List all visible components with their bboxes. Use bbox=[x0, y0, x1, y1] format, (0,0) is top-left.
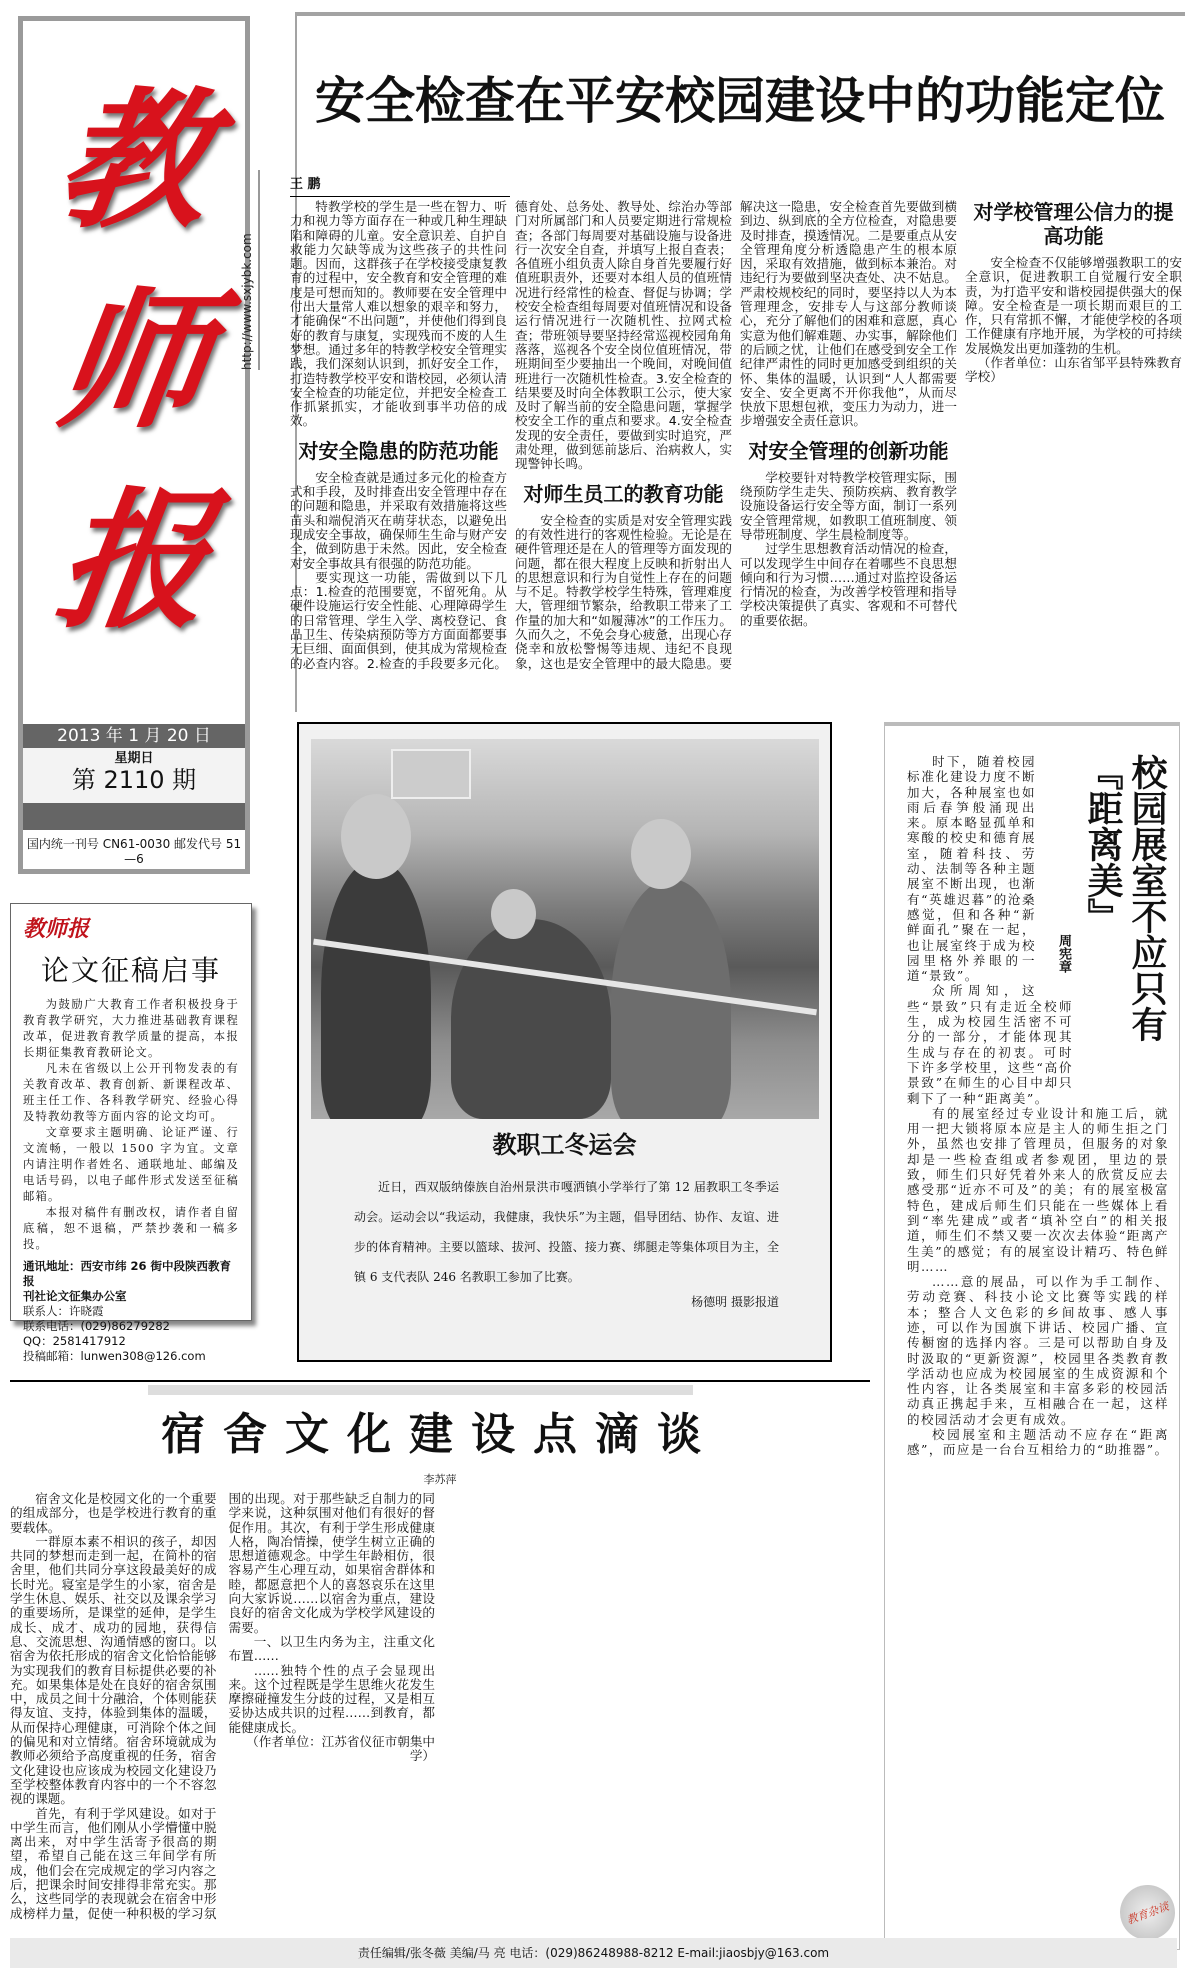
contact-phone: 联系电话：(029)86279282 bbox=[23, 1319, 170, 1333]
grey-bar bbox=[148, 1385, 693, 1395]
right-article-title: 校园展室不应只有『距离美』 bbox=[1082, 754, 1168, 1042]
paragraph: 时下，随着校园标准化建设力度不断加大，各种展室也如雨后春笋般涌现出来。原本略显孤单和寒酸的校史和德育展室，随着科技、劳动、法制等各种主题展室不断出现，也渐有“英雄迟暮”的沧桑感觉，但和各种“新鲜面孔”聚在一起，也让展室终于成为校园里格外养眼的一道“景致”。 bbox=[907, 754, 1036, 984]
paragraph: 有的展室经过专业设计和施工后，就用一把大锁将原本应是主人的师生拒之门外，虽然也安排了管理员，但服务的对象却是一些检查组或者参观团，里边的景致，师生们只好凭着外来人的欣赏反应去感受那“近亦不可及”的美；有的展室极富特色，建成后师生们只能在一些媒体上看到“率先建成”或者“填补空白”的相关报道，师生们不禁又要一次次去体验“距离产生美”的感觉；有的展室设计精巧、特色鲜明…… bbox=[907, 1105, 1169, 1274]
bottom-article-body bbox=[10, 1492, 872, 1932]
issue-info bbox=[23, 748, 245, 803]
section-heading: 对安全管理的创新功能 bbox=[748, 438, 949, 463]
ad-contact bbox=[23, 1259, 239, 1364]
divider-bar bbox=[23, 803, 245, 830]
bottom-article-author: 李苏萍 bbox=[423, 1473, 457, 1486]
newspaper-logo bbox=[23, 61, 245, 661]
paragraph: 校园展室和主题活动不应存在“距离感”，而应是一台台互相给力的“助推器”。 bbox=[907, 1427, 1169, 1458]
paragraph: 文章要求主题明确、论证严谨、行文流畅，一般以 1500 字为宜。文章内请注明作者姓名、通联地址、邮编及电话号码，以电子邮件形式发送至征稿邮箱。 bbox=[23, 1126, 239, 1203]
section-heading: 对学校管理公信力的提高功能 bbox=[973, 200, 1174, 248]
contact-person: 联系人：许晓霞 bbox=[23, 1304, 104, 1318]
photo-credit: 杨德明 摄影报道 bbox=[691, 1295, 779, 1309]
issn-line: 国内统一刊号 CN61-0030 邮发代号 51—6 bbox=[26, 837, 242, 866]
issue-number: 第 2110 期 bbox=[71, 766, 197, 794]
paragraph: 众所周知，这些“景致”只有走近全校师生，成为校园生活密不可分的一部分，才能体现其生成与存在的初衷。可时下许多学校里，这些“高价景致”在师生的心目中却只剩下了一种“距离美”。 bbox=[907, 983, 1073, 1106]
paragraph: 宿舍文化是校园文化的一个重要的组成部分，也是学校进行教育的重要载体。 bbox=[10, 1492, 217, 1535]
paragraph: 一群原本素不相识的孩子，却因共同的梦想而走到一起，在简朴的宿舍里，他们共同分享这段最美好的成长时光。寝室是学生的小家，宿舍是学生休息、娱乐、社交以及课余学习的重要场所，是课堂的延伸，是学生成长、成才、成功的园地，获得信息、交流思想、沟通情感的窗口。以宿舍为依托形成的宿舍文化恰恰能够为实现我们的教育目标提供必要的补充。如果集体是处在良好的宿舍氛围中，成员之间十分融洽，个体则能获得友谊、支持，体验到集体的温暖，从而保持心理健康，可消除个体之间的偏见和对立情绪。宿舍环境就成为教师必须给予高度重视的任务，宿舍文化建设也应该成为校园文化建设乃至学校整体教育内容中的一个不容忽视的课题。 bbox=[10, 1533, 217, 1807]
contact-email[interactable]: 投稿邮箱：lunwen308@126.com bbox=[23, 1349, 206, 1363]
paragraph: 特教学校的学生是一些在智力、听力和视力等方面存在一种或几种生理缺陷和障碍的儿童。安全意识差、自护自救能力欠缺等成为这些孩子的共性问题。因而，这群孩子在学校接受康复教育的过程中，安全教育和安全管理的难度是可想而知的。教师要在安全管理中付出大量常人难以想象的艰辛和努力，才能确保“不出问题”，并使他们得到良好的教育与康复，实现残而不废的人生梦想。通过多年的特教学校安全管理实践，我们深刻认识到，抓好安全工作，打造特教学校平安和谐校园，必须认清安全检查的功能定位，并把安全检查工作抓紧抓实，才能收到事半功倍的成效。 bbox=[290, 200, 507, 429]
section-heading: 对安全隐患的防范功能 bbox=[298, 438, 499, 463]
paragraph: 学校要针对特教学校管理实际，围绕预防学生走失、预防疾病、教育教学设施设备运行安全等方面，制订一系列安全管理常规，如教职工值班制度、领导带班制度、学生晨检制度等。 bbox=[740, 469, 957, 542]
weekday: 星期日 bbox=[114, 751, 154, 766]
photo-caption-block bbox=[354, 1172, 779, 1312]
paragraph: 一、以卫生内务为主，注重文化布置…… bbox=[228, 1633, 435, 1664]
issue-date: 2013 年 1 月 20 日 bbox=[23, 724, 245, 748]
author-rule bbox=[290, 196, 510, 197]
paragraph: 要实现这一功能，需做到以下几点：1.检查的范围要宽，不留死角。从硬件设施运行安全性能、心理障碍学生的日常管理、学生入学、离校登记、食品卫生、传染病预防等方方面面都要事无巨细、面面俱到，使其成为常规检查的必查内容。2.检查的手段要多元化。德育处、总务处、教导处、综治办等部门对所属部门和人员要定期进行常规检查；各部门每周要对基础设施与设备进行一次安全自查，并填写上报自查表；各值班小组负责人除自身首先要履行好值班职责外，还要对本组人员的值班情况进行经常性的检查、督促与协调；学校安全检查组每周要对值班情况和设备运行情况进行一次随机性、拉网式检查；带班领导要坚持经常巡视校园角角落落，巡视各个安全岗位值班情况，带班期间至少要抽出一个晚间，对晚间值班进行一次随机性检查。3.安全检查的结果要及时向全体教职工公示，使大家及时了解当前的安全隐患问题，掌握学校安全工作的重点和要求。4.安全检查发现的安全责任，要做到实时追究，严肃处理，做到惩前毖后、治病救人，实现警钟长鸣。 bbox=[290, 200, 732, 671]
ad-title: 论文征稿启事 bbox=[40, 954, 221, 987]
paragraph: ……意的展品，可以作为手工制作、劳动竞赛、科技小论文比赛等实践的样本；整合人文色彩的乡间故事、感人事迹，可以作为国旗下讲话、校园广播、宣传橱窗的选择内容。三是可以帮助自身及时汲取的“更新资源”，校园里各类教育教学活动也应成为校园展室的生成资源和个性内容，让各类展室和丰富多彩的校园活动真正携起手来，互相融合在一起，这样的校园活动才会更有成效。 bbox=[907, 1274, 1169, 1427]
column-stamp: 教育杂谈 bbox=[1112, 1877, 1182, 1947]
paragraph: 本报对稿件有删改权，请作者自留底稿，恕不退稿，严禁抄袭和一稿多投。 bbox=[23, 1206, 239, 1251]
contact-qq: QQ：2581417912 bbox=[23, 1334, 126, 1348]
right-column-article bbox=[884, 722, 1180, 1950]
author-affiliation: （作者单位：江苏省仪征市朝集中学） bbox=[246, 1734, 435, 1764]
right-article-author: 周宪章 bbox=[1056, 934, 1071, 973]
ad-body bbox=[23, 997, 239, 1253]
photo-caption bbox=[354, 1172, 779, 1292]
paragraph: 凡未在省级以上公开刊物发表的有关教育改革、教育创新、新课程改革、班主任工作、各科教学研究、经验心得及特教幼教等方面内容的论文均可。 bbox=[23, 1062, 239, 1123]
top-article-body bbox=[290, 200, 1182, 685]
top-article-headline: 安全检查在平安校园建设中的功能定位 bbox=[315, 72, 1165, 130]
paragraph: 安全检查不仅能够增强教职工的安全意识，促进教职工自觉履行安全职责，为打造平安和谐校园提供强大的保障。安全检查是一项长期而艰巨的工作，只有常抓不懈，才能使学校的各项工作健康有序地开展，为学校的可持续发展焕发出更加蓬勃的生机。 bbox=[965, 255, 1182, 356]
paragraph: 过学生思想教育活动情况的检查，可以发现学生中间存在着哪些不良思想倾向和行为习惯……通过对监控设备运行情况的检查，为改善学校管理和指导学校决策提供了真实、客观和不可替代的重要依据。 bbox=[740, 541, 957, 628]
paragraph: ……独特个性的点子会显现出来。这个过程既是学生思维火花发生摩擦碰撞发生分歧的过程，又是相互妥协达成共识的过程……到教育，都能健康成长。 bbox=[228, 1662, 435, 1735]
logo-char: 报 bbox=[46, 473, 222, 649]
tug-of-war-photo bbox=[311, 739, 819, 1119]
author-affiliation: （作者单位：山东省邹平县特殊教育学校） bbox=[965, 355, 1182, 385]
section-heading: 对师生员工的教育功能 bbox=[523, 481, 724, 506]
top-article-author: 王 鹏 bbox=[290, 177, 321, 192]
masthead bbox=[18, 16, 250, 874]
contact-address: 通讯地址：西安市纬 26 街中段陕西教育报 bbox=[23, 1259, 232, 1288]
page-footer: 责任编辑/张冬薇 美编/马 亮 电话：(029)86248988-8212 E-mail:jiaosbjy@163.com bbox=[10, 1938, 1177, 1968]
paragraph: 安全检查就是通过多元化的检查方式和手段，及时排查出安全管理中存在的问题和隐患，并采取有效措施将这些苗头和端倪消灭在萌芽状态，以避免出现成安全事故，确保师生生命与财产安全，做到防患于未然。因此，安全检查对安全事故具有很强的防范功能。 bbox=[290, 469, 507, 571]
logo-char: 教 bbox=[46, 73, 222, 249]
contact-address: 刊社论文征集办公室 bbox=[23, 1289, 127, 1303]
paragraph: 为鼓励广大教育工作者积极投身于教育教学研究，大力推进基础教育课程改革，促进教育教学质量的提高，本报长期征集教育教研论文。 bbox=[23, 998, 239, 1059]
logo-char: 师 bbox=[46, 273, 222, 449]
call-for-papers-notice bbox=[10, 903, 252, 1363]
bottom-article-headline: 宿舍文化建设点滴谈 bbox=[161, 1409, 719, 1460]
paragraph: 首先，有利于学风建设。如对于中学生而言，他们刚从小学懵懂中脱离出来，对中学生活寄予很高的期望，希望自己能在这三年间学有所成，他们会在完成规定的学习内容之后，把课余时间安排得非常充实。那么，这些同学的表现就会在宿舍中形成榜样力量，促使一种积极的学习氛围的出现。对于那些缺乏自制力的同学来说，这种氛围对他们有很好的督促作用。其次，有利于学生形成健康人格，陶冶情操，使学生树立正确的思想道德观念。中学生年龄相仿，很容易产生心理互动，如果宿舍群体和睦，都愿意把个人的喜怒哀乐在这里向大家诉说……以宿舍为重点，建设良好的宿舍文化成为学校学风建设的需要。 bbox=[10, 1492, 435, 1921]
caption-text: 近日，西双版纳傣族自治州景洪市嘎洒镇小学举行了第 12 届教职工冬季运动会。运动会以“我运动，我健康，我快乐”为主题，倡导团结、协作、友谊、进步的体育精神。主要以篮球、拔河、投篮、接力赛、绑腿走等集体项目为主，全镇 6 支代表队 246 名教职工参加了比赛。 bbox=[354, 1180, 779, 1284]
ad-logo: 教师报 bbox=[23, 916, 90, 942]
website-url[interactable]: http://www.sxjybk.com bbox=[240, 170, 260, 370]
photo-feature bbox=[297, 722, 832, 1362]
paragraph: 安全检查的实质是对安全管理实践的有效性进行的客观性检验。无论是在硬件管理还是在人的管理等方面发现的问题，都在很大程度上反映和折射出人的思想意识和行为自觉性上存在的问题与不足。特教学校学生特殊，管理难度大，管理细节繁杂，给教职工带来了工作量的加大和“如履薄冰”的工作压力。久而久之，不免会身心疲惫，出现心存侥幸和放松警惕等违规、违纪不良现象，这也是安全管理中的最大隐患。要解决这一隐患，安全检查首先要做到横到边、纵到底的全方位检查，对隐患要及时排查，摸透情况。二是要重点从安全管理角度分析透隐患产生的根本原因，采取有效措施，做到标本兼治。对违纪行为要做到坚决查处、决不姑息。严肃校规校纪的同时，要坚持以人为本管理理念，安排专人与这部分教师谈心，充分了解他们的困难和意愿，真心实意为他们解难题、办实事，解除他们的后顾之忧，让他们在感受到安全工作纪律严肃性的同时更加感受到组织的关怀、集体的温暖，认识到“人人都需要安全、安全更离不开你我他”，从而尽快放下思想包袱，变压力为动力，进一步增强安全责任意识。 bbox=[515, 200, 957, 671]
photo-title: 教职工冬运会 bbox=[492, 1131, 637, 1159]
section-rule bbox=[10, 1380, 870, 1382]
